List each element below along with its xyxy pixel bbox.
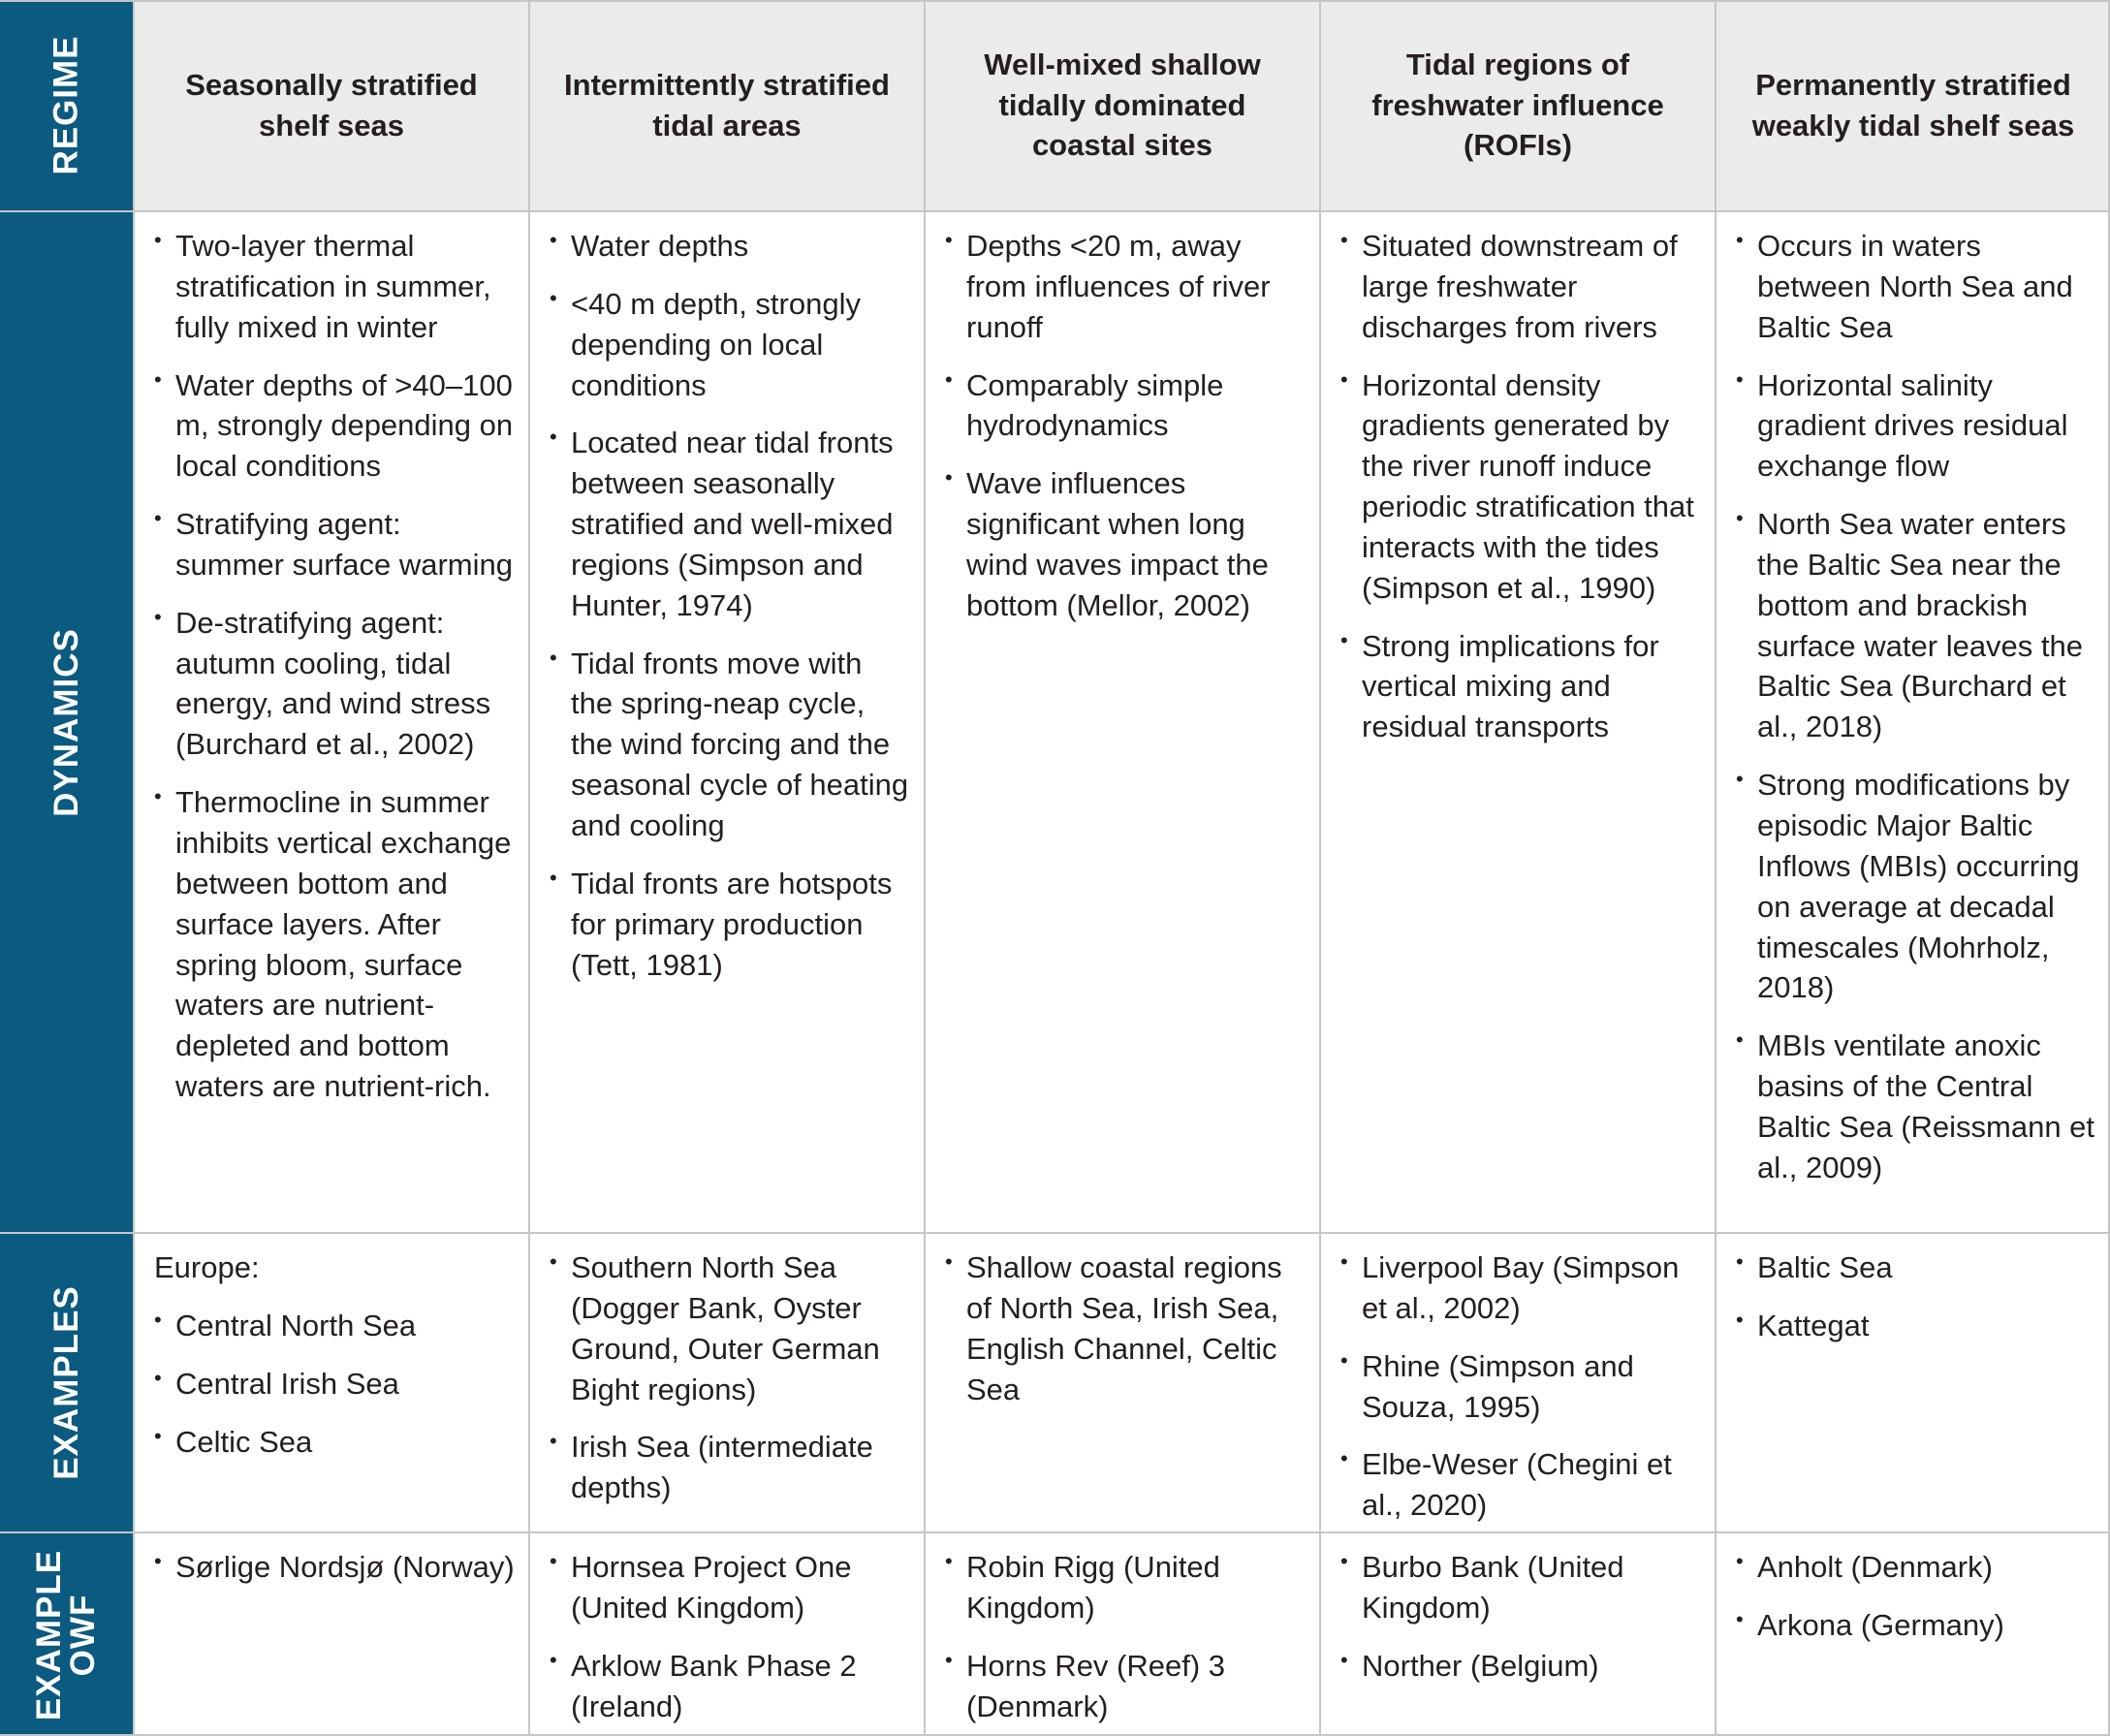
- list-item: • <40 m depth, strongly depending on local conditions: [550, 284, 910, 406]
- dynamics-cell: [1716, 212, 2110, 1232]
- list-item: • Celtic Sea: [154, 1422, 515, 1463]
- list-item: • Strong modifications by episodic Major Baltic Inflows (MBIs) occurring on average at decadal timescales (Mohrholz, 2018): [1736, 765, 2096, 1008]
- list-item: • Strong implications for vertical mixing and residual transports: [1340, 626, 1701, 748]
- list-item: • Tidal fronts move with the spring-neap cycle, the wind forcing and the seasonal cycle of heating and cooling: [550, 644, 910, 846]
- examples-list: [1736, 1247, 2096, 1346]
- row-header-dynamics: [0, 212, 133, 1232]
- examples-intro: Europe:: [154, 1250, 260, 1284]
- column-header: Permanently stratified weakly tidal shelf seas: [1716, 0, 2110, 210]
- row-label-example-owf-line1: EXAMPLE: [30, 1549, 69, 1720]
- examples-list: [945, 1247, 1306, 1409]
- dynamics-list: [154, 226, 515, 1107]
- row-label-dynamics: DYNAMICS: [47, 627, 85, 817]
- list-item: • Located near tidal fronts between seasonally stratified and well-mixed regions (Simpson and Hunter, 1974): [550, 423, 910, 625]
- owf-cell: [135, 1533, 528, 1736]
- list-item: • Horizontal salinity gradient drives residual exchange flow: [1736, 365, 2096, 488]
- list-item: • Sørlige Nordsjø (Norway): [154, 1547, 515, 1588]
- list-item: • Water depths: [550, 226, 910, 267]
- examples-list: [154, 1306, 515, 1463]
- list-item: • Two-layer thermal stratification in summer, fully mixed in winter: [154, 226, 515, 348]
- row-label-examples: EXAMPLES: [47, 1285, 86, 1480]
- list-item: • Irish Sea (intermediate depths): [550, 1427, 910, 1508]
- row-label-regime: REGIME: [47, 35, 86, 175]
- table-border-top: [0, 0, 2110, 2]
- list-item: • Comparably simple hydrodynamics: [945, 365, 1306, 447]
- list-item: • Shallow coastal regions of North Sea, Irish Sea, English Channel, Celtic Sea: [945, 1247, 1306, 1409]
- owf-list: [945, 1547, 1306, 1726]
- dynamics-list: [1736, 226, 2096, 1188]
- column-divider: [528, 0, 530, 1736]
- dynamics-list: [1340, 226, 1701, 747]
- list-item: • Central North Sea: [154, 1306, 515, 1346]
- list-item: • Southern North Sea (Dogger Bank, Oyster Ground, Outer German Bight regions): [550, 1247, 910, 1409]
- list-item: • Wave influences significant when long wind waves impact the bottom (Mellor, 2002): [945, 463, 1306, 625]
- list-item: • Arkona (Germany): [1736, 1605, 2096, 1646]
- owf-cell: [1321, 1533, 1715, 1736]
- owf-cell: [530, 1533, 924, 1736]
- list-item: • Baltic Sea: [1736, 1247, 2096, 1288]
- row-label-example-owf-line2: OWF: [64, 1594, 103, 1676]
- owf-list: [1736, 1547, 2096, 1646]
- column-divider: [133, 0, 135, 1736]
- list-item: • Rhine (Simpson and Souza, 1995): [1340, 1346, 1701, 1428]
- owf-list: [154, 1547, 515, 1588]
- examples-list: [550, 1247, 910, 1508]
- list-item: • MBIs ventilate anoxic basins of the Central Baltic Sea (Reissmann et al., 2009): [1736, 1026, 2096, 1187]
- dynamics-cell: [530, 212, 924, 1232]
- list-item: • Horns Rev (Reef) 3 (Denmark): [945, 1646, 1306, 1727]
- list-item: • Occurs in waters between North Sea and Baltic Sea: [1736, 226, 2096, 348]
- column-divider: [1715, 0, 1716, 1736]
- list-item: • Arklow Bank Phase 2 (Ireland): [550, 1646, 910, 1727]
- list-item: • De-stratifying agent: autumn cooling, tidal energy, and wind stress (Burchard et al., 2002): [154, 603, 515, 765]
- examples-cell: [530, 1234, 924, 1531]
- column-header: Well-mixed shallow tidally dominated coastal sites: [926, 0, 1319, 210]
- list-item: • Kattegat: [1736, 1306, 2096, 1346]
- dynamics-cell: [1321, 212, 1715, 1232]
- examples-cell: [135, 1234, 528, 1531]
- column-header: Seasonally stratified shelf seas: [135, 0, 528, 210]
- list-item: • Water depths of >40–100 m, strongly depending on local conditions: [154, 365, 515, 488]
- examples-cell: [1716, 1234, 2110, 1531]
- row-header-examples: [0, 1234, 133, 1531]
- list-item: • Robin Rigg (United Kingdom): [945, 1547, 1306, 1628]
- examples-cell: [1321, 1234, 1715, 1531]
- dynamics-list: [945, 226, 1306, 626]
- row-header-regime: [0, 0, 133, 210]
- row-divider: [0, 1232, 2110, 1234]
- list-item: • Horizontal density gradients generated by the river runoff induce periodic stratification that interacts with the tides (Simpson et al., 1990): [1340, 365, 1701, 609]
- column-divider: [1319, 0, 1321, 1736]
- list-item: • Burbo Bank (United Kingdom): [1340, 1547, 1701, 1628]
- owf-cell: [1716, 1533, 2110, 1736]
- dynamics-cell: [926, 212, 1319, 1232]
- list-item: • Hornsea Project One (United Kingdom): [550, 1547, 910, 1628]
- dynamics-cell: [135, 212, 528, 1232]
- list-item: • Elbe-Weser (Chegini et al., 2020): [1340, 1444, 1701, 1526]
- owf-list: [1340, 1547, 1701, 1687]
- list-item: • Stratifying agent: summer surface warming: [154, 504, 515, 585]
- list-item: • Central Irish Sea: [154, 1364, 515, 1405]
- examples-cell: [926, 1234, 1319, 1531]
- list-item: • Norther (Belgium): [1340, 1646, 1701, 1687]
- list-item: • Depths <20 m, away from influences of river runoff: [945, 226, 1306, 348]
- list-item: • Liverpool Bay (Simpson et al., 2002): [1340, 1247, 1701, 1329]
- list-item: • North Sea water enters the Baltic Sea near the bottom and brackish surface water leaves the Baltic Sea (Burchard et al., 2018): [1736, 504, 2096, 747]
- row-divider: [0, 1531, 2110, 1533]
- dynamics-list: [550, 226, 910, 985]
- list-item: • Tidal fronts are hotspots for primary production (Tett, 1981): [550, 864, 910, 986]
- column-header: Tidal regions of freshwater influence (ROFIs): [1321, 0, 1715, 210]
- row-divider: [0, 210, 2110, 212]
- column-header: Intermittently stratified tidal areas: [530, 0, 924, 210]
- list-item: • Situated downstream of large freshwater discharges from rivers: [1340, 226, 1701, 348]
- list-item: • Thermocline in summer inhibits vertical exchange between bottom and surface layers. After spring bloom, surface waters are nutrient-depleted and bottom waters are nutrient-rich.: [154, 782, 515, 1107]
- owf-list: [550, 1547, 910, 1726]
- owf-cell: [926, 1533, 1319, 1736]
- row-header-example-owf: [0, 1533, 133, 1736]
- list-item: • Anholt (Denmark): [1736, 1547, 2096, 1588]
- row-label-example-owf: [30, 1549, 103, 1720]
- column-divider: [924, 0, 926, 1736]
- examples-list: [1340, 1247, 1701, 1526]
